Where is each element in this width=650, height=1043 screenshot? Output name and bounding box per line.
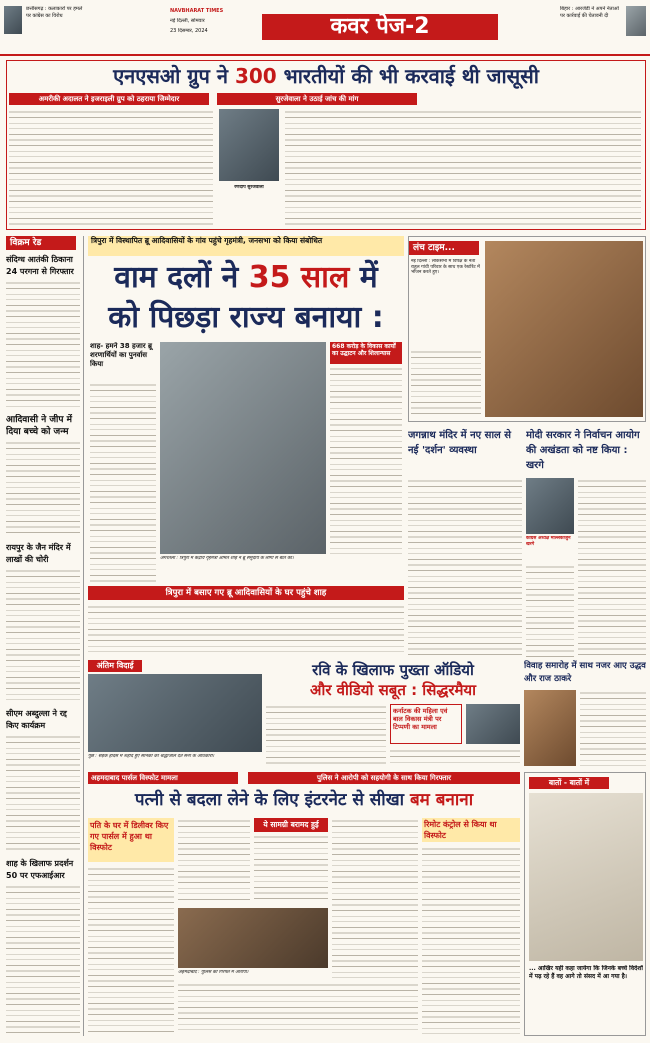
shah-headline-a: वाम दलों ने [114, 260, 239, 295]
siddaramaiah-story [266, 660, 520, 768]
ahmedabad-story [88, 772, 520, 1036]
ahmedabad-box2-body [254, 834, 328, 904]
nso-headline-num: 300 [234, 64, 277, 88]
shah-kicker: त्रिपुरा में विस्थापित ब्रू आदिवासियों के गांव पहुंचे गृहमंत्री, जनसभा को किया संबोधित [88, 236, 404, 256]
ahmedabad-photo-caption: अहमदाबाद : पुलिस की गिरफ्त में आरोपी। [178, 970, 249, 975]
nso-headline [7, 63, 645, 89]
ahmedabad-headline-b: बम बनाना [409, 790, 474, 810]
shah-headline-line1 [88, 258, 404, 298]
lunch-photo [485, 241, 643, 417]
ahmedabad-tag-left: अहमदाबाद पार्सल विस्फोट मामला [88, 772, 238, 784]
siddaramaiah-pullquote: कर्नाटक की महिला एवं बाल विकास मंत्री पर टिप्पणी का मामला [390, 704, 462, 744]
shah-side-box-body [330, 366, 402, 554]
masthead [0, 0, 650, 56]
ahmedabad-box3-body [422, 846, 520, 1034]
ahmedabad-tag-right: पुलिस ने आरोपी को सहयोगी के साथ किया गिरफ्तार [248, 772, 520, 784]
siddaramaiah-headline-a: रवि के खिलाफ पुख्ता ऑडियो [312, 661, 474, 679]
shah-body-1 [90, 382, 156, 582]
brief-column [6, 236, 84, 1036]
lunch-caption: नई दिल्ली : लोकसभा में विपक्ष के नेता राहुल गांधी परिवार के साथ एक रेस्टोरेंट में भोजन करते हुए। [411, 259, 480, 276]
masthead-day: नई दिल्ली, सोमवार [170, 18, 205, 24]
jagannath-body [408, 478, 522, 658]
siddaramaiah-body-2 [390, 748, 520, 766]
wedding-photo [524, 690, 576, 766]
ahmedabad-body-3 [178, 982, 418, 1034]
shah-headline-b: में [359, 260, 378, 295]
brief-body-3 [6, 568, 80, 704]
nso-story [6, 60, 646, 230]
funeral-photo [88, 674, 262, 752]
funeral-story [88, 660, 262, 768]
ahmedabad-body-4 [332, 818, 418, 978]
ahmedabad-photo [178, 908, 328, 968]
shah-headline-line2: को पिछड़ा राज्य बनाया : [108, 300, 384, 335]
ahmedabad-body-2 [178, 818, 250, 904]
ahmedabad-box1: पति के घर में डिलीवर किए गए पार्सल में हुआ था विस्फोट [88, 818, 174, 862]
kharge-body [578, 478, 646, 658]
lunch-story [408, 236, 646, 422]
page-title: कवर पेज-2 [262, 14, 498, 40]
brief-body-2 [6, 440, 80, 538]
shah-side-box-title: 668 करोड़ के विकास कार्यों का उद्घाटन और शिलान्यास [330, 342, 402, 364]
wedding-story [524, 660, 646, 768]
masthead-left-photo [4, 6, 22, 34]
masthead-left-teaser: छत्तीसगढ़ : कलाकारों पर हमले पर कांग्रेस का विरोध [26, 6, 83, 19]
wedding-body [580, 690, 646, 766]
surjewala-photo [219, 109, 279, 181]
shah-photo [160, 342, 326, 554]
shah-body-2 [88, 604, 404, 654]
nso-sub-right: सुरजेवाला ने उठाई जांच की मांग [217, 93, 417, 105]
brief-body-4 [6, 734, 80, 854]
ahmedabad-body-1 [88, 866, 174, 1034]
ahmedabad-headline [88, 786, 520, 814]
nso-body-text [9, 109, 213, 227]
wedding-headline: विवाह समारोह में साथ नजर आए उद्धव और राज ठाकरे [524, 661, 646, 684]
brief-body-5 [6, 884, 80, 1034]
brief-headline-3: रायपुर के जैन मंदिर में लाखों की चोरी [6, 543, 71, 564]
shah-banner: त्रिपुरा में बसाए गए ब्रू आदिवासियों के घर पहुंचे शाह [88, 586, 404, 600]
shah-point: शाह- हमने 38 हजार ब्रू शरणार्थियों का पुनर्वास किया [90, 342, 153, 368]
masthead-date: 23 दिसम्बर, 2024 [170, 28, 208, 34]
masthead-right-teaser: बिहार : आरजेडी ने अपने नेताओं पर कार्रवाई की चेतावनी दी [560, 6, 619, 19]
ahmedabad-headline-a: पत्नी से बदला लेने के लिए इंटरनेट से सीखा [134, 790, 405, 810]
cartoon-image [529, 793, 643, 961]
cartoon-box [524, 772, 646, 1036]
shah-headline-num: 35 साल [248, 260, 350, 295]
ahmedabad-box2: ये सामग्री बरामद हुई [254, 818, 328, 832]
masthead-right-photo [626, 6, 646, 36]
siddaramaiah-photo [466, 704, 520, 744]
siddaramaiah-headline-b: और वीडियो सबूत : सिद्धरमैया [309, 681, 477, 699]
paper-name: NAVBHARAT TIMES [170, 8, 224, 14]
nso-sub-left: अमरीकी अदालत ने इजराइली ग्रुप को ठहराया जिम्मेदार [9, 93, 209, 105]
nso-body-text-2 [285, 109, 641, 227]
brief-headline-1: संदिग्ध आतंकी ठिकाना 24 परगना से गिरफ्तार [6, 255, 74, 276]
lunch-body [411, 349, 481, 417]
lunch-title: लंच टाइम... [409, 241, 479, 255]
funeral-caption: पुंछ : सड़क हादसे में शहीद हुए सैनिकों को श्रद्धांजलि देते सेना के अधिकारी। [88, 754, 215, 759]
ahmedabad-box3: रिमोट कंट्रोल से किया था विस्फोट [422, 818, 520, 842]
cartoon-text: ... आखिर यही कहा जायेगा कि जिनके बच्चे विदेशों में पढ़ रहे हैं वह आगे तो संसद में आ गया है। [529, 965, 643, 980]
shah-story [88, 236, 404, 656]
kharge-story [526, 426, 646, 662]
brief-headline-5: शाह के खिलाफ प्रदर्शन 50 पर एफआईआर [6, 859, 74, 880]
nso-headline-pre: एनएसओ ग्रुप ने [113, 64, 228, 88]
jagannath-headline: जगन्नाथ मंदिर में नए साल से नई 'दर्शन' व्यवस्था [408, 430, 512, 456]
brief-headline-4: सीएम अब्दुल्ला ने रद्द किए कार्यक्रम [6, 709, 67, 730]
jagannath-story [408, 426, 522, 662]
funeral-label: अंतिम विदाई [88, 660, 142, 672]
kharge-caption: कांग्रेस अध्यक्ष मल्लिकार्जुन खरगे [526, 536, 571, 547]
siddaramaiah-body [266, 704, 386, 766]
nso-headline-post: भारतीयों की भी करवाई थी जासूसी [283, 64, 539, 88]
brief-body-1 [6, 280, 80, 410]
kharge-photo [526, 478, 574, 534]
kharge-headline: मोदी सरकार ने निर्वाचन आयोग की अखंडता को नष्ट किया : खरगे [526, 430, 640, 471]
brief-headline-2: आदिवासी ने जीप में दिया बच्चे को जन्म [6, 415, 72, 437]
brief-column-title: विक्रम रेड [6, 236, 76, 250]
kharge-body-2 [526, 564, 574, 658]
cartoon-title: बातों - बातों में [529, 777, 609, 789]
shah-photo-caption: अगरतला : त्रिपुरा में केंद्रीय गृहमंत्री अमित शाह ने ब्रू समुदाय के लोगों से बात की। [160, 556, 294, 561]
surjewala-caption: रणदीप सुरजेवाला [234, 185, 264, 190]
